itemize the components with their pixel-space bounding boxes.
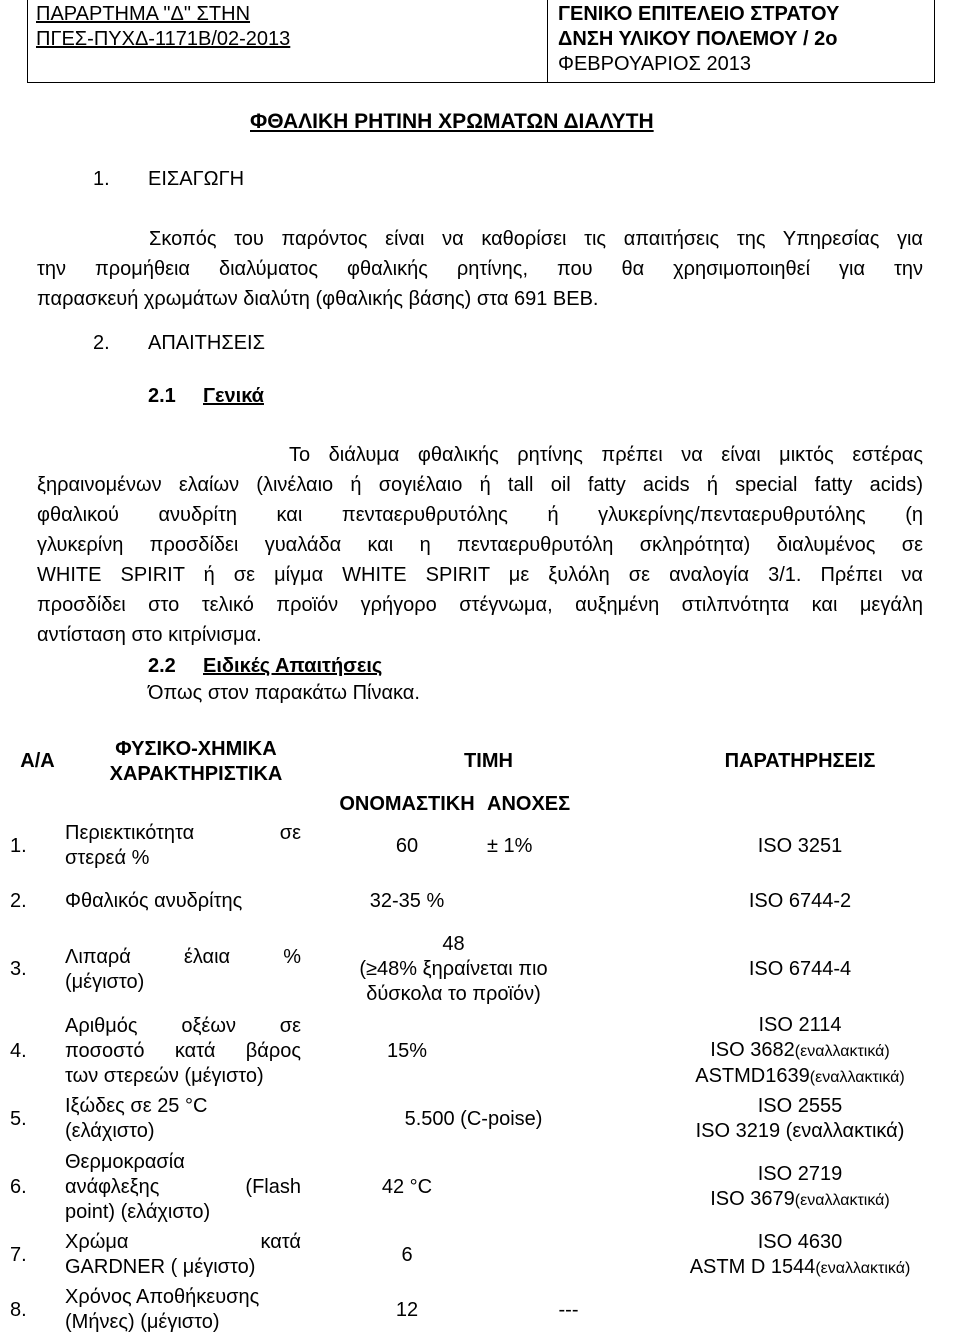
paragraph-line: αντίσταση στο κιτρίνισμα. bbox=[37, 624, 262, 646]
nominal-value: 32-35 % bbox=[369, 889, 445, 912]
property-line: (ελάχιστο) bbox=[65, 1120, 155, 1142]
row-number: 4. bbox=[10, 1039, 27, 1062]
paragraph-line: φθαλικού ανυδρίτη και πενταερυθρυτόλης ή γλυκερίνης/πενταερυθρυτόλης (η bbox=[37, 504, 923, 526]
row-number: 1. bbox=[10, 834, 27, 857]
table-row bbox=[10, 818, 950, 874]
table-subheader-row bbox=[10, 790, 950, 818]
nominal-value: 5.500 (C-poise) bbox=[404, 1107, 543, 1130]
header-right-cell bbox=[548, 0, 934, 82]
nominal-line: 48 bbox=[442, 933, 465, 955]
document-header bbox=[27, 0, 935, 83]
nominal-value: 6 bbox=[401, 1243, 413, 1266]
remarks-standard: ISO 3679 bbox=[710, 1187, 795, 1210]
remarks-note: (εναλλακτικά) bbox=[809, 1068, 905, 1086]
property-cell bbox=[65, 1283, 327, 1337]
property-cell bbox=[65, 818, 327, 874]
table-row bbox=[10, 928, 950, 1011]
nominal-line: (≥48% ξηραίνεται πιο bbox=[359, 958, 548, 980]
property-line: στερεά % bbox=[65, 847, 150, 869]
remarks-line bbox=[650, 1064, 950, 1090]
table-row bbox=[10, 874, 950, 928]
paragraph-line: Το διάλυμα φθαλικής ρητίνης πρέπει να είναι μικτός εστέρας bbox=[289, 444, 923, 466]
header-nominal: ΟΝΟΜΑΣΤΙΚΗ bbox=[339, 792, 475, 815]
section-1-line-3: παρασκευή χρωμάτων διαλύτη (φθαλικής βάσης) στα 691 ΒΕΒ. bbox=[37, 288, 599, 310]
nominal-value: 60 bbox=[395, 834, 419, 857]
property-line: Ιξώδες σε 25 °C bbox=[65, 1095, 208, 1117]
remarks-line: ISO 2114 bbox=[758, 1013, 842, 1036]
property-cell bbox=[65, 1011, 327, 1091]
header-aa: Α/Α bbox=[20, 750, 55, 772]
section-1-line-1: Σκοπός του παρόντος είναι να καθορίσει τις απαιτήσεις της Υπηρεσίας για bbox=[149, 228, 923, 250]
tolerance-value: ± 1% bbox=[487, 834, 533, 857]
issuing-directorate: ΔΝΣΗ ΥΛΙΚΟΥ ΠΟΛΕΜΟΥ / 2ο bbox=[558, 28, 838, 50]
row-number: 7. bbox=[10, 1243, 27, 1266]
section-1-number: 1. bbox=[93, 168, 110, 190]
remarks-line bbox=[650, 1255, 950, 1281]
annex-reference: ΠΑΡΑΡΤΗΜΑ "Δ" ΣΤΗΝ bbox=[36, 3, 251, 25]
remarks-line: ISO 3219 (εναλλακτικά) bbox=[695, 1120, 905, 1142]
issue-date: ΦΕΒΡΟΥΑΡΙΟΣ 2013 bbox=[558, 53, 751, 75]
remarks-cell bbox=[650, 1011, 950, 1091]
property-cell bbox=[65, 1091, 327, 1147]
section-2-number: 2. bbox=[93, 332, 110, 354]
row-number: 2. bbox=[10, 889, 27, 912]
row-number: 5. bbox=[10, 1107, 27, 1130]
property-line: Φθαλικός ανυδρίτης bbox=[65, 889, 243, 912]
document-code: ΠΓΕΣ-ΠΥΧΔ-1171Β/02-2013 bbox=[36, 28, 291, 50]
section-1-heading: ΕΙΣΑΓΩΓΗ bbox=[148, 168, 245, 190]
remarks-value: ISO 3251 bbox=[757, 834, 843, 857]
header-remarks: ΠΑΡΑΤΗΡΗΣΕΙΣ bbox=[724, 750, 876, 772]
remarks-line bbox=[650, 1038, 950, 1064]
property-line: Περιεκτικότητα σε bbox=[65, 822, 301, 844]
header-properties-line-2: ΧΑΡΑΚΤΗΡΙΣΤΙΚΑ bbox=[109, 762, 283, 785]
issuing-authority: ΓΕΝΙΚΟ ΕΠΙΤΕΛΕΙΟ ΣΤΡΑΤΟΥ bbox=[558, 3, 840, 25]
remarks-note: (εναλλακτικά) bbox=[794, 1191, 890, 1209]
section-2-heading: ΑΠΑΙΤΗΣΕΙΣ bbox=[148, 332, 265, 354]
paragraph-line: προσδίδει στο τελικό προϊόν γρήγορο στέγνωμα, αυξημένη στιλπνότητα και μεγάλη bbox=[37, 594, 923, 616]
table-row bbox=[10, 1227, 950, 1283]
section-1-paragraph bbox=[37, 224, 923, 314]
subsection-2-1-number: 2.1 bbox=[148, 385, 176, 407]
remarks-cell bbox=[650, 1227, 950, 1283]
nominal-value bbox=[327, 928, 650, 1011]
table-row bbox=[10, 1011, 950, 1091]
paragraph-line: ξηραινομένων ελαίων (λινέλαιο ή σογιέλαιο ή tall oil fatty acids ή special fatty acids) bbox=[37, 474, 923, 496]
table-row bbox=[10, 1147, 950, 1227]
header-value: ΤΙΜΗ bbox=[464, 750, 513, 772]
remarks-standard: ISO 3682 bbox=[710, 1038, 795, 1061]
remarks-line: ISO 2719 bbox=[757, 1162, 843, 1185]
paragraph-line: WHITE SPIRIT ή σε μίγμα WHITE SPIRIT με ξυλόλη σε αναλογία 3/1. Πρέπει να bbox=[37, 564, 923, 586]
nominal-value: 12 bbox=[395, 1298, 419, 1321]
paragraph-line: γλυκερίνη προσδίδει γυαλάδα και η πενταερυθρυτόλη σκληρότητα) διαλυμένος σε bbox=[37, 534, 923, 556]
subsection-2-2-text: Όπως στον παρακάτω Πίνακα. bbox=[148, 682, 420, 704]
property-cell bbox=[65, 1227, 327, 1283]
remarks-note: (εναλλακτικά) bbox=[815, 1259, 911, 1277]
header-properties bbox=[65, 733, 327, 790]
document-title: ΦΘΑΛΙΚΗ ΡΗΤΙΝΗ ΧΡΩΜΑΤΩΝ ΔΙΑΛΥΤΗ bbox=[250, 110, 654, 133]
subsection-2-1-paragraph bbox=[37, 440, 923, 650]
property-cell bbox=[65, 1147, 327, 1227]
nominal-value: 42 °C bbox=[381, 1175, 433, 1198]
remarks-line: ISO 4630 bbox=[757, 1230, 843, 1253]
property-line: (μέγιστο) bbox=[65, 970, 145, 993]
specifications-table bbox=[10, 733, 950, 1337]
property-line: Αριθμός οξέων σε bbox=[65, 1014, 301, 1037]
subsection-2-1-heading: Γενικά bbox=[203, 385, 264, 407]
property-line: Λιπαρά έλαια % bbox=[65, 945, 301, 968]
remarks-line bbox=[650, 1187, 950, 1213]
property-line: (Μήνες) (μέγιστο) bbox=[65, 1311, 220, 1333]
remarks-cell bbox=[650, 1147, 950, 1227]
table-row bbox=[10, 1091, 950, 1147]
property-line: Θερμοκρασία bbox=[65, 1150, 185, 1173]
tolerance-value: --- bbox=[558, 1298, 579, 1321]
nominal-line: δύσκολα το προϊόν) bbox=[366, 983, 541, 1005]
header-properties-line-1: ΦΥΣΙΚΟ-ΧΗΜΙΚΑ bbox=[115, 737, 277, 760]
property-line: Χρώμα κατά bbox=[65, 1231, 301, 1253]
header-tolerance: ΑΝΟΧΕΣ bbox=[487, 792, 571, 815]
row-number: 3. bbox=[10, 958, 27, 980]
table-header-row bbox=[10, 733, 950, 790]
property-line: ποσοστό κατά βάρος bbox=[65, 1039, 301, 1062]
property-line: point) (ελάχιστο) bbox=[65, 1200, 211, 1223]
property-line: των στερεών (μέγιστο) bbox=[65, 1064, 264, 1087]
subsection-2-2-heading: Ειδικές Απαιτήσεις bbox=[203, 655, 383, 677]
table-row bbox=[10, 1283, 950, 1337]
remarks-standard: ASTM D 1544 bbox=[689, 1255, 816, 1278]
remarks-cell bbox=[650, 1091, 950, 1147]
nominal-value: 15% bbox=[386, 1039, 428, 1062]
remarks-note: (εναλλακτικά) bbox=[794, 1042, 890, 1060]
property-cell bbox=[65, 928, 327, 1011]
property-line: Χρόνος Αποθήκευσης bbox=[65, 1286, 260, 1308]
remarks-value: ISO 6744-2 bbox=[748, 889, 852, 912]
header-left-cell bbox=[28, 0, 548, 82]
property-line: ανάφλεξης (Flash bbox=[65, 1175, 301, 1198]
remarks-standard: ASTMD1639 bbox=[695, 1064, 810, 1087]
property-line: GARDNER ( μέγιστο) bbox=[65, 1256, 256, 1278]
remarks-value: ISO 6744-4 bbox=[748, 958, 852, 980]
row-number: 8. bbox=[10, 1298, 27, 1321]
subsection-2-2-number: 2.2 bbox=[148, 655, 176, 677]
section-1-line-2: την προμήθεια διαλύματος φθαλικής ρητίνης, που θα χρησιμοποιηθεί για την bbox=[37, 258, 923, 280]
row-number: 6. bbox=[10, 1175, 27, 1198]
remarks-line: ISO 2555 bbox=[757, 1095, 843, 1117]
